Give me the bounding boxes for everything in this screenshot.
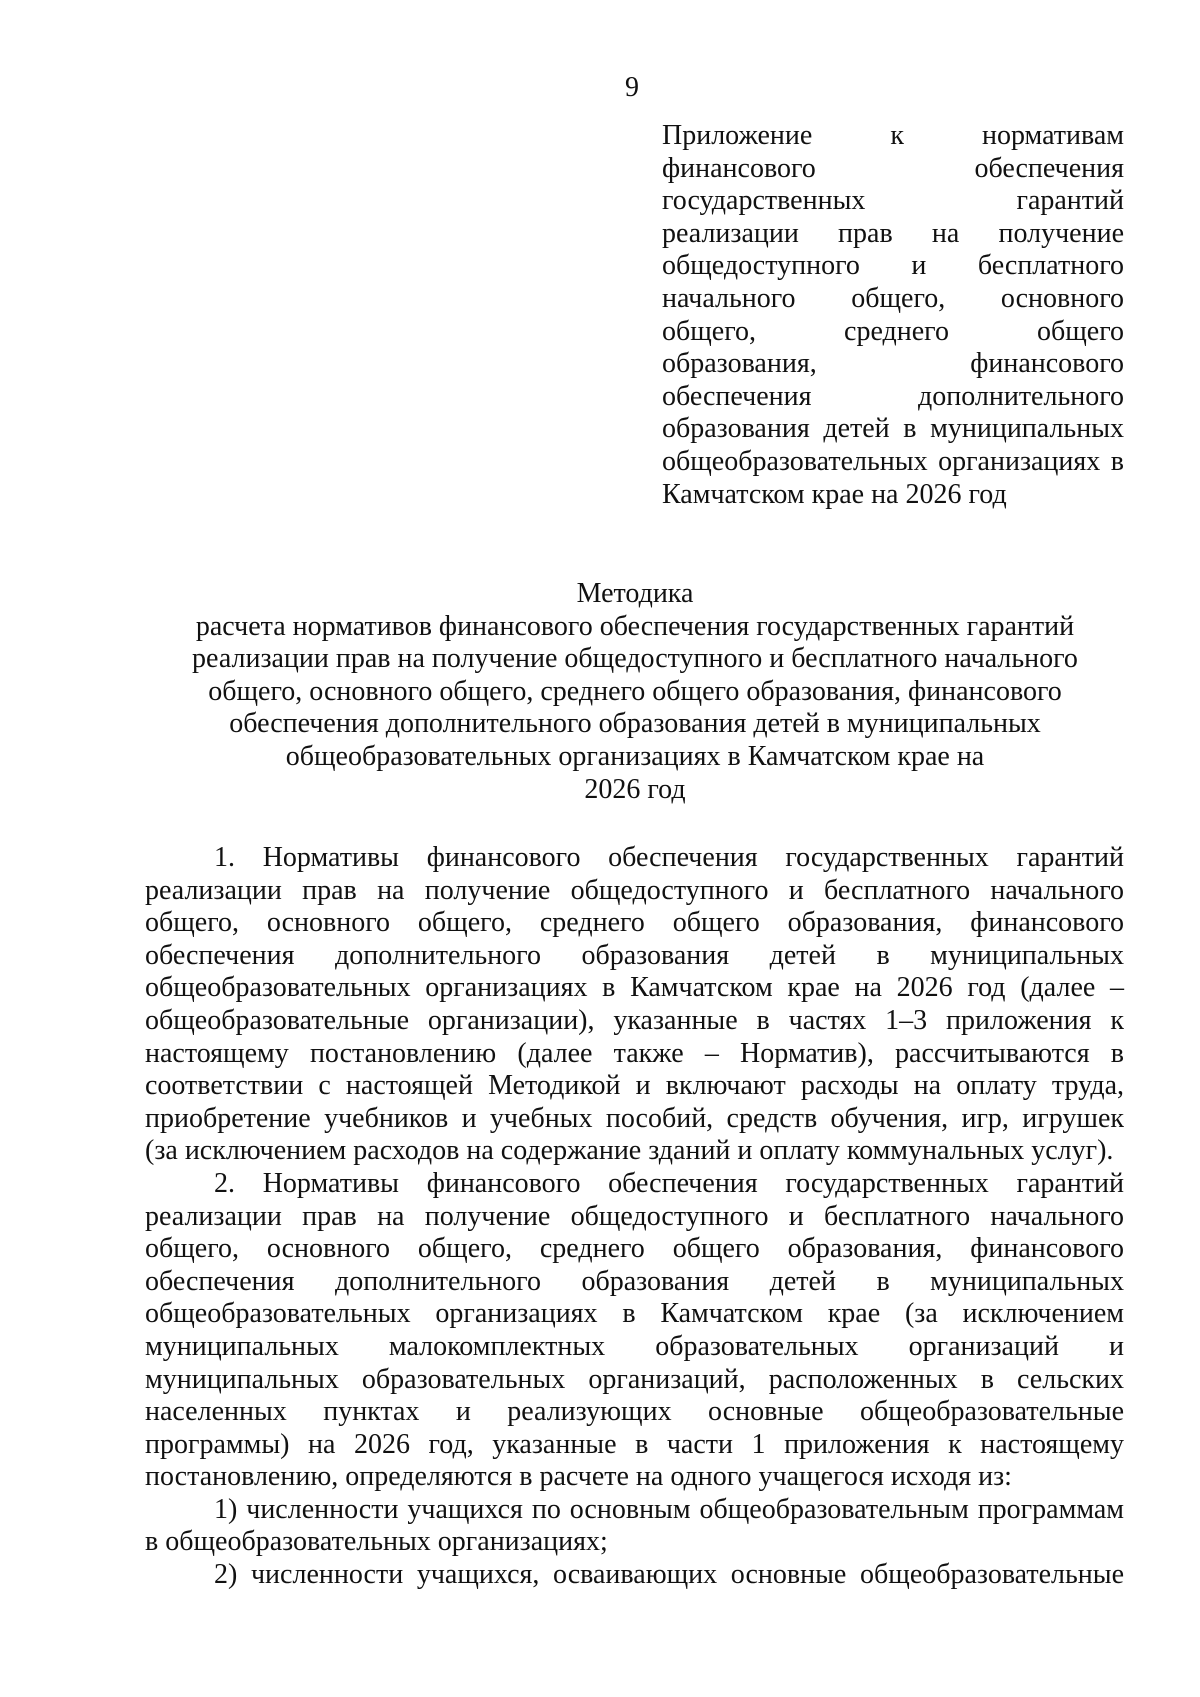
paragraph-2-line: населенных пунктах и реализующих основные общеобразовательные bbox=[145, 1396, 1124, 1428]
appendix-note-line: финансового обеспечения bbox=[662, 152, 1124, 184]
appendix-note-line: Приложение к нормативам bbox=[662, 120, 1124, 151]
paragraph-2-line: муниципальных малокомплектных образовательных организаций и bbox=[145, 1330, 1124, 1362]
paragraph-1-line: общего, основного общего, среднего общего образования, финансового bbox=[145, 907, 1124, 939]
title-line: обеспечения дополнительного образования детей в муниципальных bbox=[229, 708, 1041, 740]
paragraph-1-line: общеобразовательных организациях в Камчатском крае на 2026 год (далее – bbox=[145, 972, 1124, 1004]
paragraph-2-line: общеобразовательных организациях в Камчатском крае (за исключением bbox=[145, 1298, 1124, 1330]
title-line: 2026 год bbox=[584, 773, 686, 805]
paragraph-2-line: программы) на 2026 год, указанные в части 1 приложения к настоящему bbox=[145, 1428, 1124, 1460]
document-body bbox=[145, 842, 1124, 1592]
page-number: 9 bbox=[625, 72, 639, 103]
appendix-note-line: общего, среднего общего bbox=[662, 315, 1124, 347]
appendix-note-line: общедоступного и бесплатного bbox=[662, 250, 1124, 282]
paragraph-1-line: общеобразовательные организации), указанные в частях 1–3 приложения к bbox=[145, 1004, 1124, 1036]
paragraph-1-line: обеспечения дополнительного образования детей в муниципальных bbox=[145, 939, 1124, 971]
paragraph-2-line: реализации прав на получение общедоступного и бесплатного начального bbox=[145, 1200, 1124, 1232]
title-line: реализации прав на получение общедоступного и бесплатного начального bbox=[192, 643, 1078, 675]
list-item-1-line: 1) численности учащихся по основным общеобразовательным программам bbox=[214, 1493, 1124, 1525]
appendix-note bbox=[662, 120, 1124, 511]
paragraph-1-line: (за исключением расходов на содержание зданий и оплату коммунальных услуг). bbox=[145, 1135, 1114, 1167]
paragraph-1-line: реализации прав на получение общедоступного и бесплатного начального bbox=[145, 874, 1124, 906]
paragraph-2-line: обеспечения дополнительного образования детей в муниципальных bbox=[145, 1265, 1124, 1297]
paragraph-1-line: приобретение учебников и учебных пособий, средств обучения, игр, игрушек bbox=[145, 1102, 1124, 1134]
list-item-2-line: 2) численности учащихся, осваивающих основные общеобразовательные bbox=[214, 1559, 1124, 1591]
document-title bbox=[140, 578, 1130, 806]
title-line: общеобразовательных организациях в Камчатском крае на bbox=[285, 740, 985, 772]
appendix-note-line: государственных гарантий bbox=[662, 185, 1124, 217]
paragraph-2-line: муниципальных образовательных организаций, расположенных в сельских bbox=[145, 1363, 1124, 1395]
appendix-note-line: реализации прав на получение bbox=[662, 217, 1124, 249]
appendix-note-line: образования, финансового bbox=[662, 348, 1124, 380]
paragraph-2-line: 2. Нормативы финансового обеспечения государственных гарантий bbox=[214, 1167, 1124, 1199]
title-line: расчета нормативов финансового обеспечения государственных гарантий bbox=[195, 610, 1075, 642]
paragraph-1-line: соответствии с настоящей Методикой и включают расходы на оплату труда, bbox=[145, 1070, 1124, 1102]
paragraph-1-line: настоящему постановлению (далее также – Норматив), рассчитываются в bbox=[145, 1037, 1124, 1069]
appendix-note-line: Камчатском крае на 2026 год bbox=[662, 478, 1007, 510]
appendix-note-line: общеобразовательных организациях в bbox=[662, 445, 1124, 477]
paragraph-1-line: 1. Нормативы финансового обеспечения государственных гарантий bbox=[214, 842, 1124, 873]
appendix-note-line: образования детей в муниципальных bbox=[662, 413, 1124, 445]
title-heading: Методика bbox=[576, 578, 694, 609]
appendix-note-line: обеспечения дополнительного bbox=[662, 380, 1124, 412]
paragraph-2-line: постановлению, определяются в расчете на одного учащегося исходя из: bbox=[145, 1461, 1012, 1493]
paragraph-2-line: общего, основного общего, среднего общего образования, финансового bbox=[145, 1233, 1124, 1265]
list-item-1-line: в общеобразовательных организациях; bbox=[145, 1526, 608, 1558]
title-line: общего, основного общего, среднего общего образования, финансового bbox=[208, 675, 1062, 707]
appendix-note-line: начального общего, основного bbox=[662, 282, 1124, 314]
